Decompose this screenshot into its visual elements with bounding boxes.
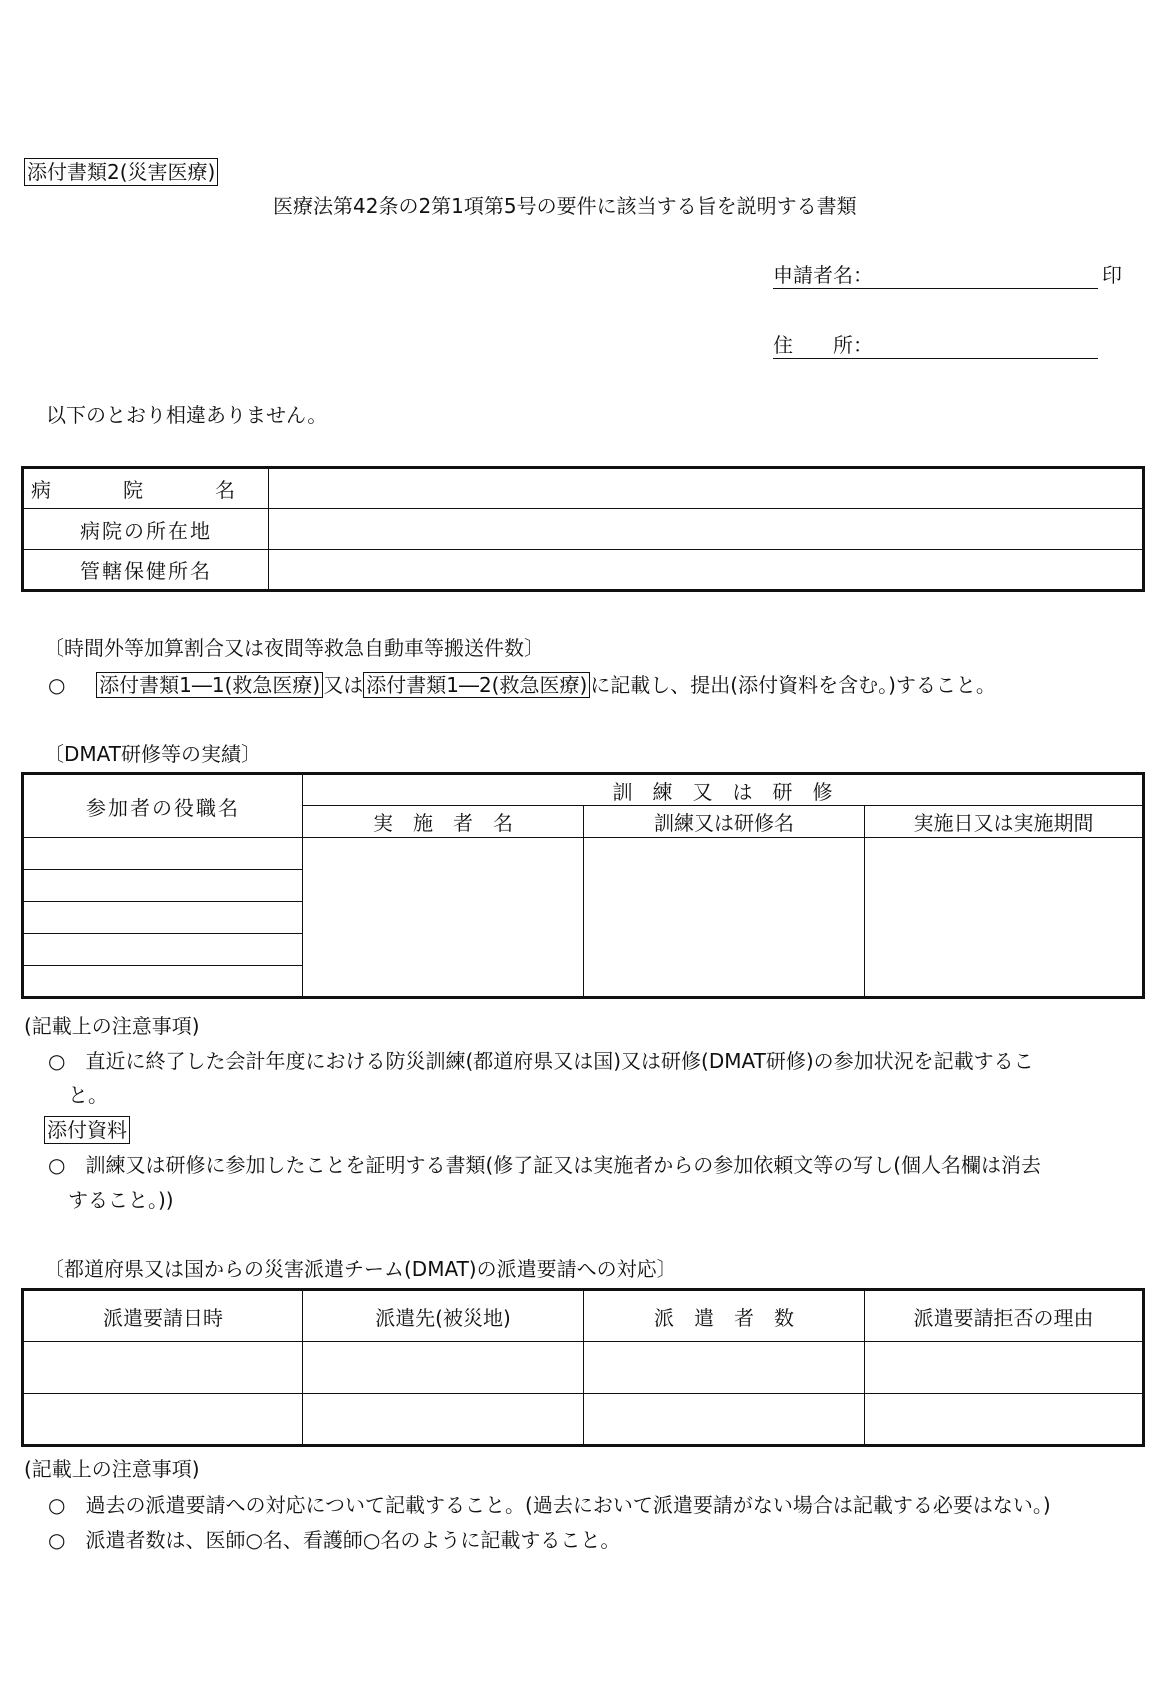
destination-cell[interactable] [303,1394,584,1446]
table-row [23,1342,1144,1394]
dmat-training-heading: 〔DMAT研修等の実績〕 [44,742,262,766]
request-date-cell[interactable] [23,1342,303,1394]
health-center-value[interactable] [269,550,1144,591]
bullet: ○ [48,673,66,697]
hospital-info-table [21,466,1145,592]
notes-heading: (記載上の注意事項) [24,1014,200,1038]
applicant-name-field[interactable] [773,262,1098,289]
dispatch-table [21,1288,1145,1447]
participant-cell[interactable] [23,966,303,998]
hospital-address-label: 病院の所在地 [23,509,269,550]
table-header-row [23,774,1144,806]
attachment-materials-label: 添付資料 [44,1116,130,1144]
applicant-address-field[interactable] [773,332,1098,359]
request-date-cell[interactable] [23,1394,303,1446]
col-refusal-reason: 派遣要請拒否の理由 [865,1290,1144,1342]
intro-text: 以下のとおり相違ありません。 [46,403,328,427]
note-item: ○ 訓練又は研修に参加したことを証明する書類(修了証又は実施者からの参加依頼文等の写し(個人名欄は消去 [48,1153,1042,1177]
dmat-training-table [21,772,1145,999]
dispatch-heading: 〔都道府県又は国からの災害派遣チーム(DMAT)の派遣要請への対応〕 [44,1257,677,1281]
overtime-instruction-tail: に記載し、提出(添付資料を含む。)すること。 [590,673,996,697]
connector-text: 又は [323,673,364,697]
implementer-cell[interactable] [303,838,584,998]
destination-cell[interactable] [303,1342,584,1394]
overtime-section-heading: 〔時間外等加算割合又は夜間等救急自動車等搬送件数〕 [44,636,544,660]
seal-mark: 印 [1102,263,1122,287]
health-center-label: 管轄保健所名 [23,550,269,591]
col-implementer: 実 施 者 名 [303,806,584,838]
dispatch-count-cell[interactable] [584,1394,865,1446]
dispatch-count-cell[interactable] [584,1342,865,1394]
attachment-ref-1-1: 添付書類1―1(救急医療) [96,672,323,698]
note-item: ○ 直近に終了した会計年度における防災訓練(都道府県又は国)又は研修(DMAT研修)の参加状況を記載するこ [48,1049,1034,1073]
participant-cell[interactable] [23,838,303,870]
col-date: 実施日又は実施期間 [865,806,1144,838]
date-cell[interactable] [865,838,1144,998]
note-item-continued: と。 [68,1083,108,1107]
col-dispatch-count: 派 遣 者 数 [584,1290,865,1342]
note-item-continued: すること。)) [68,1188,174,1212]
attachment-ref-1-2: 添付書類1―2(救急医療) [363,672,590,698]
table-header-row [23,1290,1144,1342]
notes-heading: (記載上の注意事項) [24,1457,200,1481]
overtime-instruction [48,672,996,698]
participant-cell[interactable] [23,870,303,902]
table-row [23,550,1144,591]
applicant-address-label: 住 所： [773,333,873,357]
course-name-cell[interactable] [584,838,865,998]
hospital-address-value[interactable] [269,509,1144,550]
table-row [23,509,1144,550]
col-destination: 派遣先(被災地) [303,1290,584,1342]
hospital-name-value[interactable] [269,468,1144,509]
table-row [23,468,1144,509]
col-course-name: 訓練又は研修名 [584,806,865,838]
refusal-reason-cell[interactable] [865,1342,1144,1394]
applicant-name-label: 申請者名： [773,263,873,287]
col-training-group: 訓 練 又 は 研 修 [303,774,1144,806]
note-item: ○ 過去の派遣要請への対応について記載すること。(過去において派遣要請がない場合は記載する必要はない。) [48,1493,1051,1517]
attachment-tag: 添付書類2(災害医療) [24,158,218,186]
hospital-name-label: 病 院 名 [23,468,269,509]
col-participant-title: 参加者の役職名 [23,774,303,838]
participant-cell[interactable] [23,934,303,966]
note-item: ○ 派遣者数は、医師○名、看護師○名のように記載すること。 [48,1528,621,1552]
table-row [23,1394,1144,1446]
col-request-date: 派遣要請日時 [23,1290,303,1342]
document-title: 医療法第42条の2第1項第5号の要件に該当する旨を説明する書類 [273,194,857,218]
refusal-reason-cell[interactable] [865,1394,1144,1446]
participant-cell[interactable] [23,902,303,934]
table-row [23,838,1144,870]
